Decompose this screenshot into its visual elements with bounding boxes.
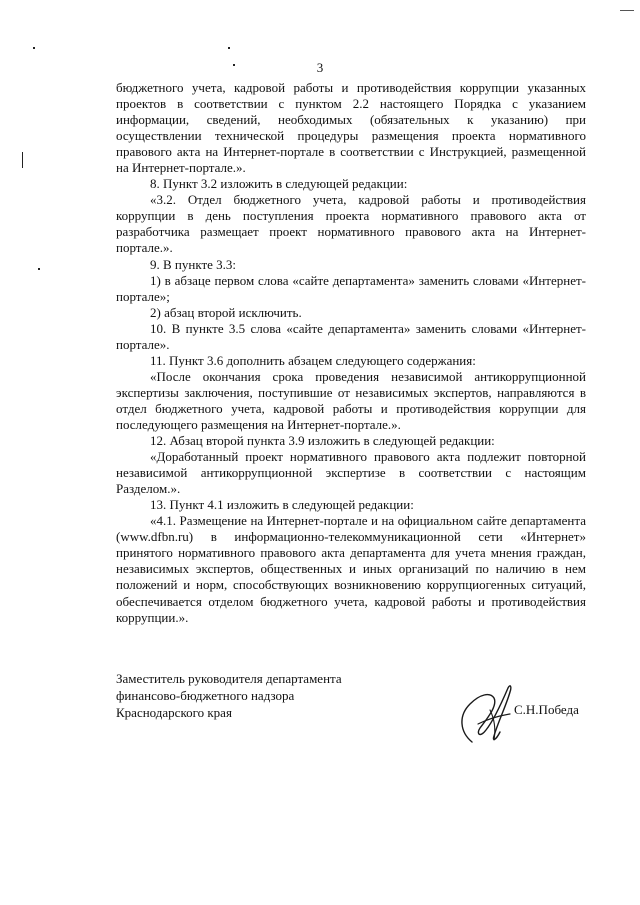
scan-mark bbox=[620, 10, 634, 11]
signer-name: С.Н.Победа bbox=[514, 702, 579, 717]
paragraph: 2) абзац второй исключить. bbox=[150, 304, 302, 320]
paragraph: 13. Пункт 4.1 изложить в следующей редакции: bbox=[150, 497, 414, 513]
paragraph: бюджетного учета, кадровой работы и противодействия коррупции указанных проектов в соответствии с пунктом 2.2 настоящего Порядка с указанием информации, сведений, необходимых (обязательных к указанию) при осуществлении технической процедуры размещения проекта нормативного правового акта на Интернет-портале в соответствии с Инструкцией, размещенной на Интернет-портале.». bbox=[116, 80, 586, 176]
signer-position-line: финансово-бюджетного надзора bbox=[116, 688, 295, 703]
document-body bbox=[116, 80, 586, 626]
signer-position-line: Заместитель руководителя департамента bbox=[116, 671, 342, 686]
signature-block bbox=[116, 670, 342, 721]
paragraph: 9. В пункте 3.3: bbox=[150, 256, 237, 272]
paragraph: 1) в абзаце первом слова «сайте департамента» заменить словами «Интернет-портале»; bbox=[116, 272, 586, 304]
paragraph: «Доработанный проект нормативного правового акта подлежит повторной независимой антикоррупционной экспертизе в соответствии с настоящим Разделом.». bbox=[116, 449, 586, 497]
page-number: 3 bbox=[316, 60, 324, 75]
paragraph: 8. Пункт 3.2 изложить в следующей редакции: bbox=[150, 176, 408, 192]
paragraph: «После окончания срока проведения независимой антикоррупционной экспертизы заключения, поступившие от независимых экспертов, направляются в отдел бюджетного учета, кадровой работы и противодействия коррупции для последующего размещения на Интернет-портале.». bbox=[116, 368, 586, 432]
scan-speck bbox=[38, 268, 40, 270]
scan-speck bbox=[228, 47, 230, 49]
paragraph: 11. Пункт 3.6 дополнить абзацем следующего содержания: bbox=[150, 352, 476, 368]
paragraph: «3.2. Отдел бюджетного учета, кадровой работы и противодействия коррупции в день поступления проекта нормативного правового акта от разработчика размещает проект нормативного правового акта на Интернет-портале.». bbox=[116, 192, 586, 256]
scan-speck bbox=[33, 47, 35, 49]
signer-position-line: Краснодарского края bbox=[116, 705, 232, 720]
scan-mark bbox=[22, 152, 23, 168]
paragraph: 12. Абзац второй пункта 3.9 изложить в следующей редакции: bbox=[150, 433, 495, 449]
paragraph: 10. В пункте 3.5 слова «сайте департамента» заменить словами «Интернет-портале». bbox=[116, 320, 586, 352]
paragraph: «4.1. Размещение на Интернет-портале и на официальном сайте департамента (www.dfbn.ru) в информационно-телекоммуникационной сети «Интернет» принятого нормативного правового акта департамента для учета мнения граждан, независимых экспертов, общественных и иных организаций по наличию в нем положений и норм, способствующих возникновению коррупциогенных ситуаций, обеспечивается отделом бюджетного учета, кадровой работы и противодействия коррупции.». bbox=[116, 513, 586, 625]
